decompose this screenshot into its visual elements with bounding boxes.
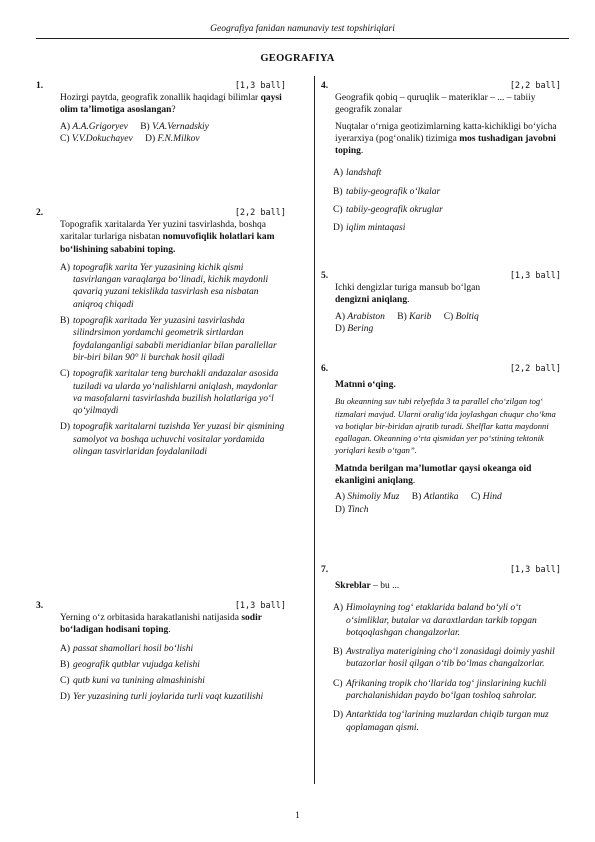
question-text-end: . [173,244,176,255]
column-divider [314,76,315,784]
option-b[interactable]: B) Karib [397,311,432,322]
question-emphasis: mos tushadigan javobni toping [335,133,556,157]
option-b[interactable]: B) tabiiy-geografik o‘lkalar [333,186,441,197]
question-5 [321,270,561,335]
option-c[interactable]: C) tabiiy-geografik okruglar [333,205,443,216]
option-a[interactable]: A) passat shamollari hosil bo‘lishi [60,643,194,654]
question-text: Topografik xaritalarda Yer yuzini tasvirlashda, boshqa xaritalar turlariga nisbatan [60,220,266,243]
reading-passage: Bu okeanning suv tubi relyefida 3 ta parallel cho‘zilgan tog‘ tizmalari mavjud. Ularni oralig‘ida joylashgan chuqur cho‘kma va botiqlar bir-biridan ajratib turadi. Shelflar katta maydonni egallagan. Okeanning o‘rta qismidan yer po‘stining tektonik yoriqlari kesib o‘tgan”. [335,396,556,456]
question-text-end: – bu ... [370,581,400,591]
question-number: 7. [321,565,329,575]
option-c[interactable]: C) V.V.Dokuchayev [60,133,133,144]
option-d[interactable]: D) Antarktida tog‘larining muzlardan chiqib turgan muz qoplamagan qismi. [333,710,549,733]
option-d[interactable]: D) Bering [335,323,374,334]
question-text-end: . [412,476,416,487]
answer-options [333,602,561,734]
question-number: 2. [36,208,44,218]
option-c[interactable]: C) topografik xaritalar teng burchakli andazalar asosida tuziladi va ularda yo‘nalishlarni aniqlash, maydonlar va masofalarni tasvirlashda buzilish holatlariga yo‘l qo‘yilmaydi [60,369,279,417]
answer-options [333,167,561,234]
question-2 [36,207,286,462]
answer-options [60,121,286,146]
question-points: [1,3 ball] [234,601,286,611]
question-points: [1,3 ball] [234,81,286,91]
question-text-end: . [360,146,364,157]
option-b[interactable]: B) V.A.Vernadskiy [140,121,209,132]
option-a[interactable]: A) landshaft [333,168,382,179]
question-emphasis: sodir bo‘ladigan hodisani toping [60,613,262,636]
question-number: 3. [36,601,44,611]
question-3 [36,600,286,708]
option-c[interactable]: C) Boltiq [443,311,479,322]
page-number: 1 [295,811,300,821]
question-points: [2,2 ball] [509,81,561,91]
option-a[interactable]: A) topografik xarita Yer yuzasining kichik qismi tasvirlangan varaqlarga bo‘linadi, kichik maydonli qavariq yuzani tekislikda tasvirlash esa nisbatan aniqroq chiqadi [60,262,269,310]
option-b[interactable]: B) Atlantika [411,492,459,503]
question-number: 1. [36,81,44,91]
question-sequence: Geografik qobiq – quruqlik – materiklar – ... – tabiiy geografik zonalar [335,93,536,116]
option-d[interactable]: D) Yer yuzasining turli joylarida turli vaqt kuzatilishi [60,692,264,703]
question-number: 6. [321,364,329,374]
answer-options [60,262,286,458]
option-a[interactable]: A) Himolayning tog‘ etaklarida baland bo‘yli o‘t o‘simliklar, butalar va daraxtlardan tarkib topgan botqoqlashgan changalzorlar. [333,603,537,638]
question-6 [321,363,561,516]
page-title: GEOGRAFIYA [260,53,335,64]
question-7 [321,564,561,741]
question-intro: Matnni o‘qing. [335,380,396,390]
option-a[interactable]: A) A.A.Grigoryev [60,121,128,132]
answer-options [335,311,561,336]
question-text: Hozirgi paytda, geografik zonallik haqidagi bilimlar [60,93,261,103]
question-emphasis: dengizni aniqlang [335,295,408,306]
question-emphasis: Skreblar [335,581,371,591]
option-d[interactable]: D) F.N.Milkov [145,133,200,144]
question-points: [1,3 ball] [509,565,561,575]
option-d[interactable]: D) Tinch [335,504,369,515]
option-b[interactable]: B) topografik xaritada Yer yuzasini tasvirlashda silindrsimon yordamchi geometrik sirtlardan foydalanganligi sababli meridianlar bilan parallellar bir-biri bilan 90° li burchak hosil qiladi [60,316,277,363]
question-number: 5. [321,271,329,281]
option-c[interactable]: C) Afrikaning tropik cho‘llarida tog‘ jinslarining kuchli parchalanishidan paydo bo‘lgan toshloq sahrolar. [333,678,547,702]
question-number: 4. [321,81,329,91]
question-emphasis: nomuvofiqlik holatlari kam bo‘lishining sababini toping [60,232,275,255]
option-a[interactable]: A) Shimoliy Muz [335,492,400,503]
option-d[interactable]: D) iqlim mintaqasi [333,223,406,234]
option-b[interactable]: B) Avstraliya materigining cho‘l zonasidagi doimiy yashil butazorlar hosil qilgan o‘tib bo‘lmas changalzorlar. [333,647,555,670]
option-a[interactable]: A) Arabiston [335,311,385,322]
question-text-end: ? [171,105,176,116]
option-c[interactable]: C) qutb kuni va tunining almashinishi [60,676,205,687]
question-points: [2,2 ball] [509,364,561,374]
option-c[interactable]: C) Hind [470,492,502,503]
question-text: Nuqtalar o‘rniga geotizimlarning katta-kichikligi bo‘yicha iyerarxiya (pog‘onalik) tizimiga [335,121,557,144]
header-rule [36,38,569,39]
question-emphasis: qaysi olim ta’limotiga asoslangan [60,93,282,116]
question-points: [2,2 ball] [234,208,286,218]
question-text: Ichki dengizlar turiga mansub bo‘lgan [335,283,481,293]
page-header: Geografiya fanidan namunaviy test topshiriqlari [210,24,395,34]
question-emphasis: Matnda berilgan ma’lumotlar qaysi okeanga oid ekanligini aniqlang [335,463,532,487]
option-d[interactable]: D) topografik xaritalarni tuzishda Yer yuzasi bir qismining samolyot va boshqa uchuvchi vositalar yordamida olingan tasvirlaridan foydalaniladi [60,422,285,458]
question-text: Yerning o‘z orbitasida harakatlanishi natijasida [60,613,242,623]
question-4 [321,80,561,241]
question-1 [36,80,286,145]
answer-options [335,491,561,516]
question-points: [1,3 ball] [509,271,561,281]
answer-options [60,643,286,704]
question-text-end: . [407,295,410,306]
question-text-end: . [168,625,171,636]
option-b[interactable]: B) geografik qutblar vujudga kelishi [60,659,200,670]
